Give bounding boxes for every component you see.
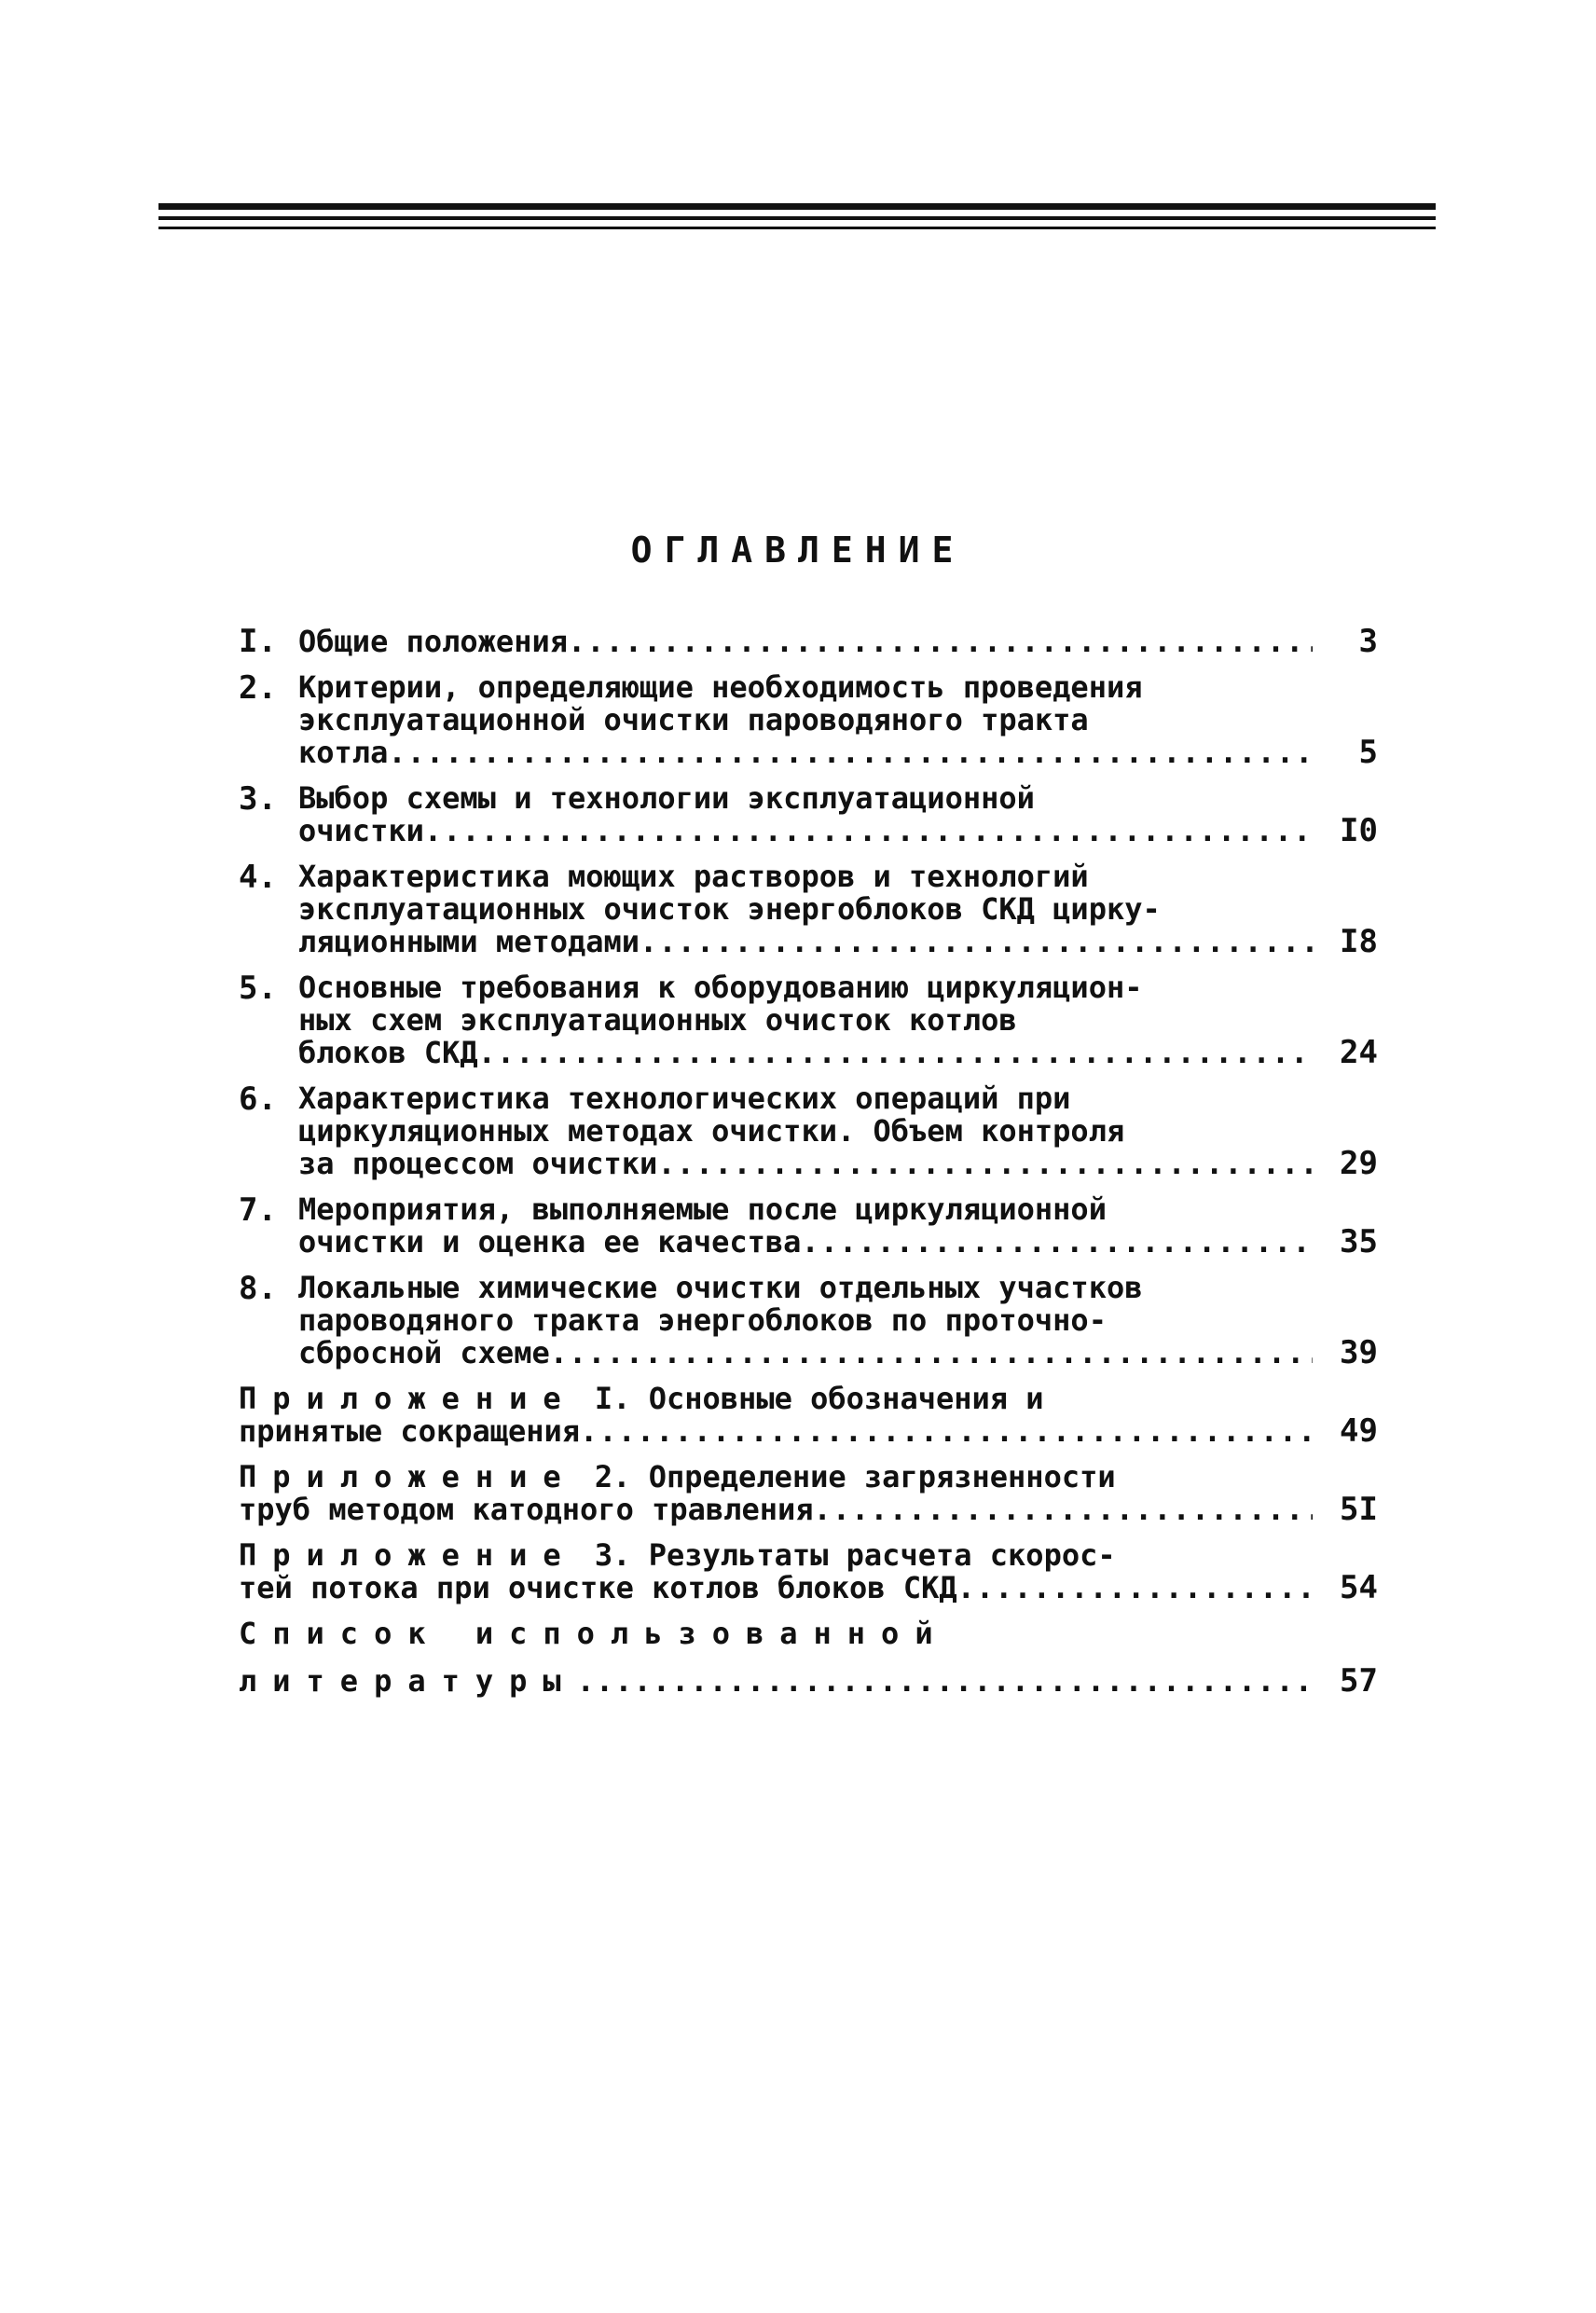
toc-line: Общие положения xyxy=(298,626,568,658)
toc-line: очистки и оценка ее качества xyxy=(298,1226,802,1259)
toc-page-number: 29 xyxy=(1340,1145,1378,1182)
toc-entry-title xyxy=(298,626,1313,658)
toc-line: Характеристика моющих растворов и технологий xyxy=(298,860,1089,893)
table-of-contents xyxy=(239,623,1378,1711)
toc-page-number: 3 xyxy=(1358,623,1378,660)
toc-entry-3[interactable] xyxy=(239,780,1378,849)
toc-entry-number: 2. xyxy=(239,669,277,707)
toc-line: эксплуатационной очистки пароводяного тракта xyxy=(298,704,1089,737)
toc-line: Мероприятия, выполняемые после циркуляционной xyxy=(298,1193,1107,1226)
appendix-label: Приложение xyxy=(239,1383,577,1415)
toc-page-number: 49 xyxy=(1340,1412,1378,1450)
toc-line: пароводяного тракта энергоблоков по проточно- xyxy=(298,1304,1107,1337)
toc-entry-title xyxy=(298,1272,1313,1370)
toc-page-number: 54 xyxy=(1340,1569,1378,1606)
toc-line: котла xyxy=(298,737,389,769)
toc-line: циркуляционных методах очистки. Объем контроля xyxy=(298,1115,1125,1148)
toc-line: очистки xyxy=(298,815,424,847)
toc-line: блоков СКД xyxy=(298,1037,478,1069)
toc-page-number: I8 xyxy=(1340,923,1378,960)
toc-entry-number: 6. xyxy=(239,1081,277,1118)
leader-dots xyxy=(478,1037,1313,1069)
page-title: ОГЛАВЛЕНИЕ xyxy=(630,530,966,571)
top-rule xyxy=(158,203,1436,210)
appendix-label: Приложение xyxy=(239,1539,577,1572)
toc-entry-title xyxy=(239,1461,1313,1526)
toc-line: Основные требования к оборудованию циркуляцион- xyxy=(298,971,1143,1004)
toc-entry-1[interactable] xyxy=(239,623,1378,660)
toc-line: Список использованной xyxy=(239,1618,949,1650)
toc-entry-8[interactable] xyxy=(239,1270,1378,1371)
toc-line: Выбор схемы и технологии эксплуатационной xyxy=(298,782,1035,815)
leader-dots xyxy=(550,1337,1313,1370)
leader-dots xyxy=(657,1148,1313,1180)
toc-line: сбросной схеме xyxy=(298,1337,550,1370)
toc-entry-4[interactable] xyxy=(239,859,1378,960)
toc-page-number: 57 xyxy=(1340,1662,1378,1700)
toc-appendix-2[interactable] xyxy=(239,1461,1378,1528)
top-rule xyxy=(158,227,1436,229)
toc-entry-title xyxy=(298,971,1313,1069)
toc-page-number: 39 xyxy=(1340,1334,1378,1371)
toc-page-number: I0 xyxy=(1340,812,1378,849)
toc-line: литературы xyxy=(239,1665,577,1698)
toc-line: I. Основные обозначения и xyxy=(576,1383,1044,1415)
toc-line: труб методом катодного травления xyxy=(239,1494,814,1526)
toc-entry-title xyxy=(239,1539,1313,1604)
toc-entry-title xyxy=(298,671,1313,769)
leader-dots xyxy=(388,737,1313,769)
leader-dots xyxy=(957,1572,1313,1604)
toc-appendix-3[interactable] xyxy=(239,1539,1378,1606)
toc-entry-number: 4. xyxy=(239,859,277,896)
toc-entry-number: 5. xyxy=(239,970,277,1007)
toc-entry-5[interactable] xyxy=(239,970,1378,1071)
leader-dots xyxy=(424,815,1313,847)
toc-entry-7[interactable] xyxy=(239,1191,1378,1260)
toc-line: тей потока при очистке котлов блоков СКД xyxy=(239,1572,957,1604)
toc-line: ляционными методами xyxy=(298,926,640,958)
toc-line: Локальные химические очистки отдельных участков xyxy=(298,1272,1143,1304)
leader-dots xyxy=(577,1665,1313,1698)
toc-literature[interactable] xyxy=(239,1618,1378,1700)
toc-entry-title xyxy=(298,782,1313,847)
toc-entry-title xyxy=(239,1618,1313,1698)
toc-page-number: 5I xyxy=(1340,1491,1378,1528)
toc-line: за процессом очистки xyxy=(298,1148,658,1180)
toc-line: эксплуатационных очисток энергоблоков СКД цирку- xyxy=(298,893,1161,926)
toc-line: ных схем эксплуатационных очисток котлов xyxy=(298,1004,1017,1037)
leader-dots xyxy=(801,1226,1313,1259)
toc-entry-title xyxy=(298,1082,1313,1180)
leader-dots xyxy=(640,926,1313,958)
toc-entry-title xyxy=(239,1383,1313,1448)
toc-entry-title xyxy=(298,860,1313,958)
toc-line: Характеристика технологических операций при xyxy=(298,1082,1071,1115)
toc-page-number: 24 xyxy=(1340,1034,1378,1071)
toc-entry-number: I. xyxy=(239,623,277,660)
appendix-label: Приложение xyxy=(239,1461,577,1494)
toc-line: принятые сокращения xyxy=(239,1415,581,1448)
toc-entry-title xyxy=(298,1193,1313,1259)
toc-line: 2. Определение загрязненности xyxy=(576,1461,1116,1494)
toc-entry-number: 7. xyxy=(239,1191,277,1229)
leader-dots xyxy=(580,1415,1313,1448)
toc-line: 3. Результаты расчета скорос- xyxy=(576,1539,1116,1572)
toc-entry-2[interactable] xyxy=(239,669,1378,771)
toc-entry-number: 8. xyxy=(239,1270,277,1307)
toc-page-number: 35 xyxy=(1340,1223,1378,1260)
leader-dots xyxy=(814,1494,1314,1526)
toc-appendix-1[interactable] xyxy=(239,1383,1378,1450)
toc-entry-6[interactable] xyxy=(239,1081,1378,1182)
toc-line: Критерии, определяющие необходимость проведения xyxy=(298,671,1143,704)
toc-page-number: 5 xyxy=(1358,734,1378,771)
toc-entry-number: 3. xyxy=(239,780,277,818)
top-rule xyxy=(158,216,1436,220)
leader-dots xyxy=(568,626,1313,658)
